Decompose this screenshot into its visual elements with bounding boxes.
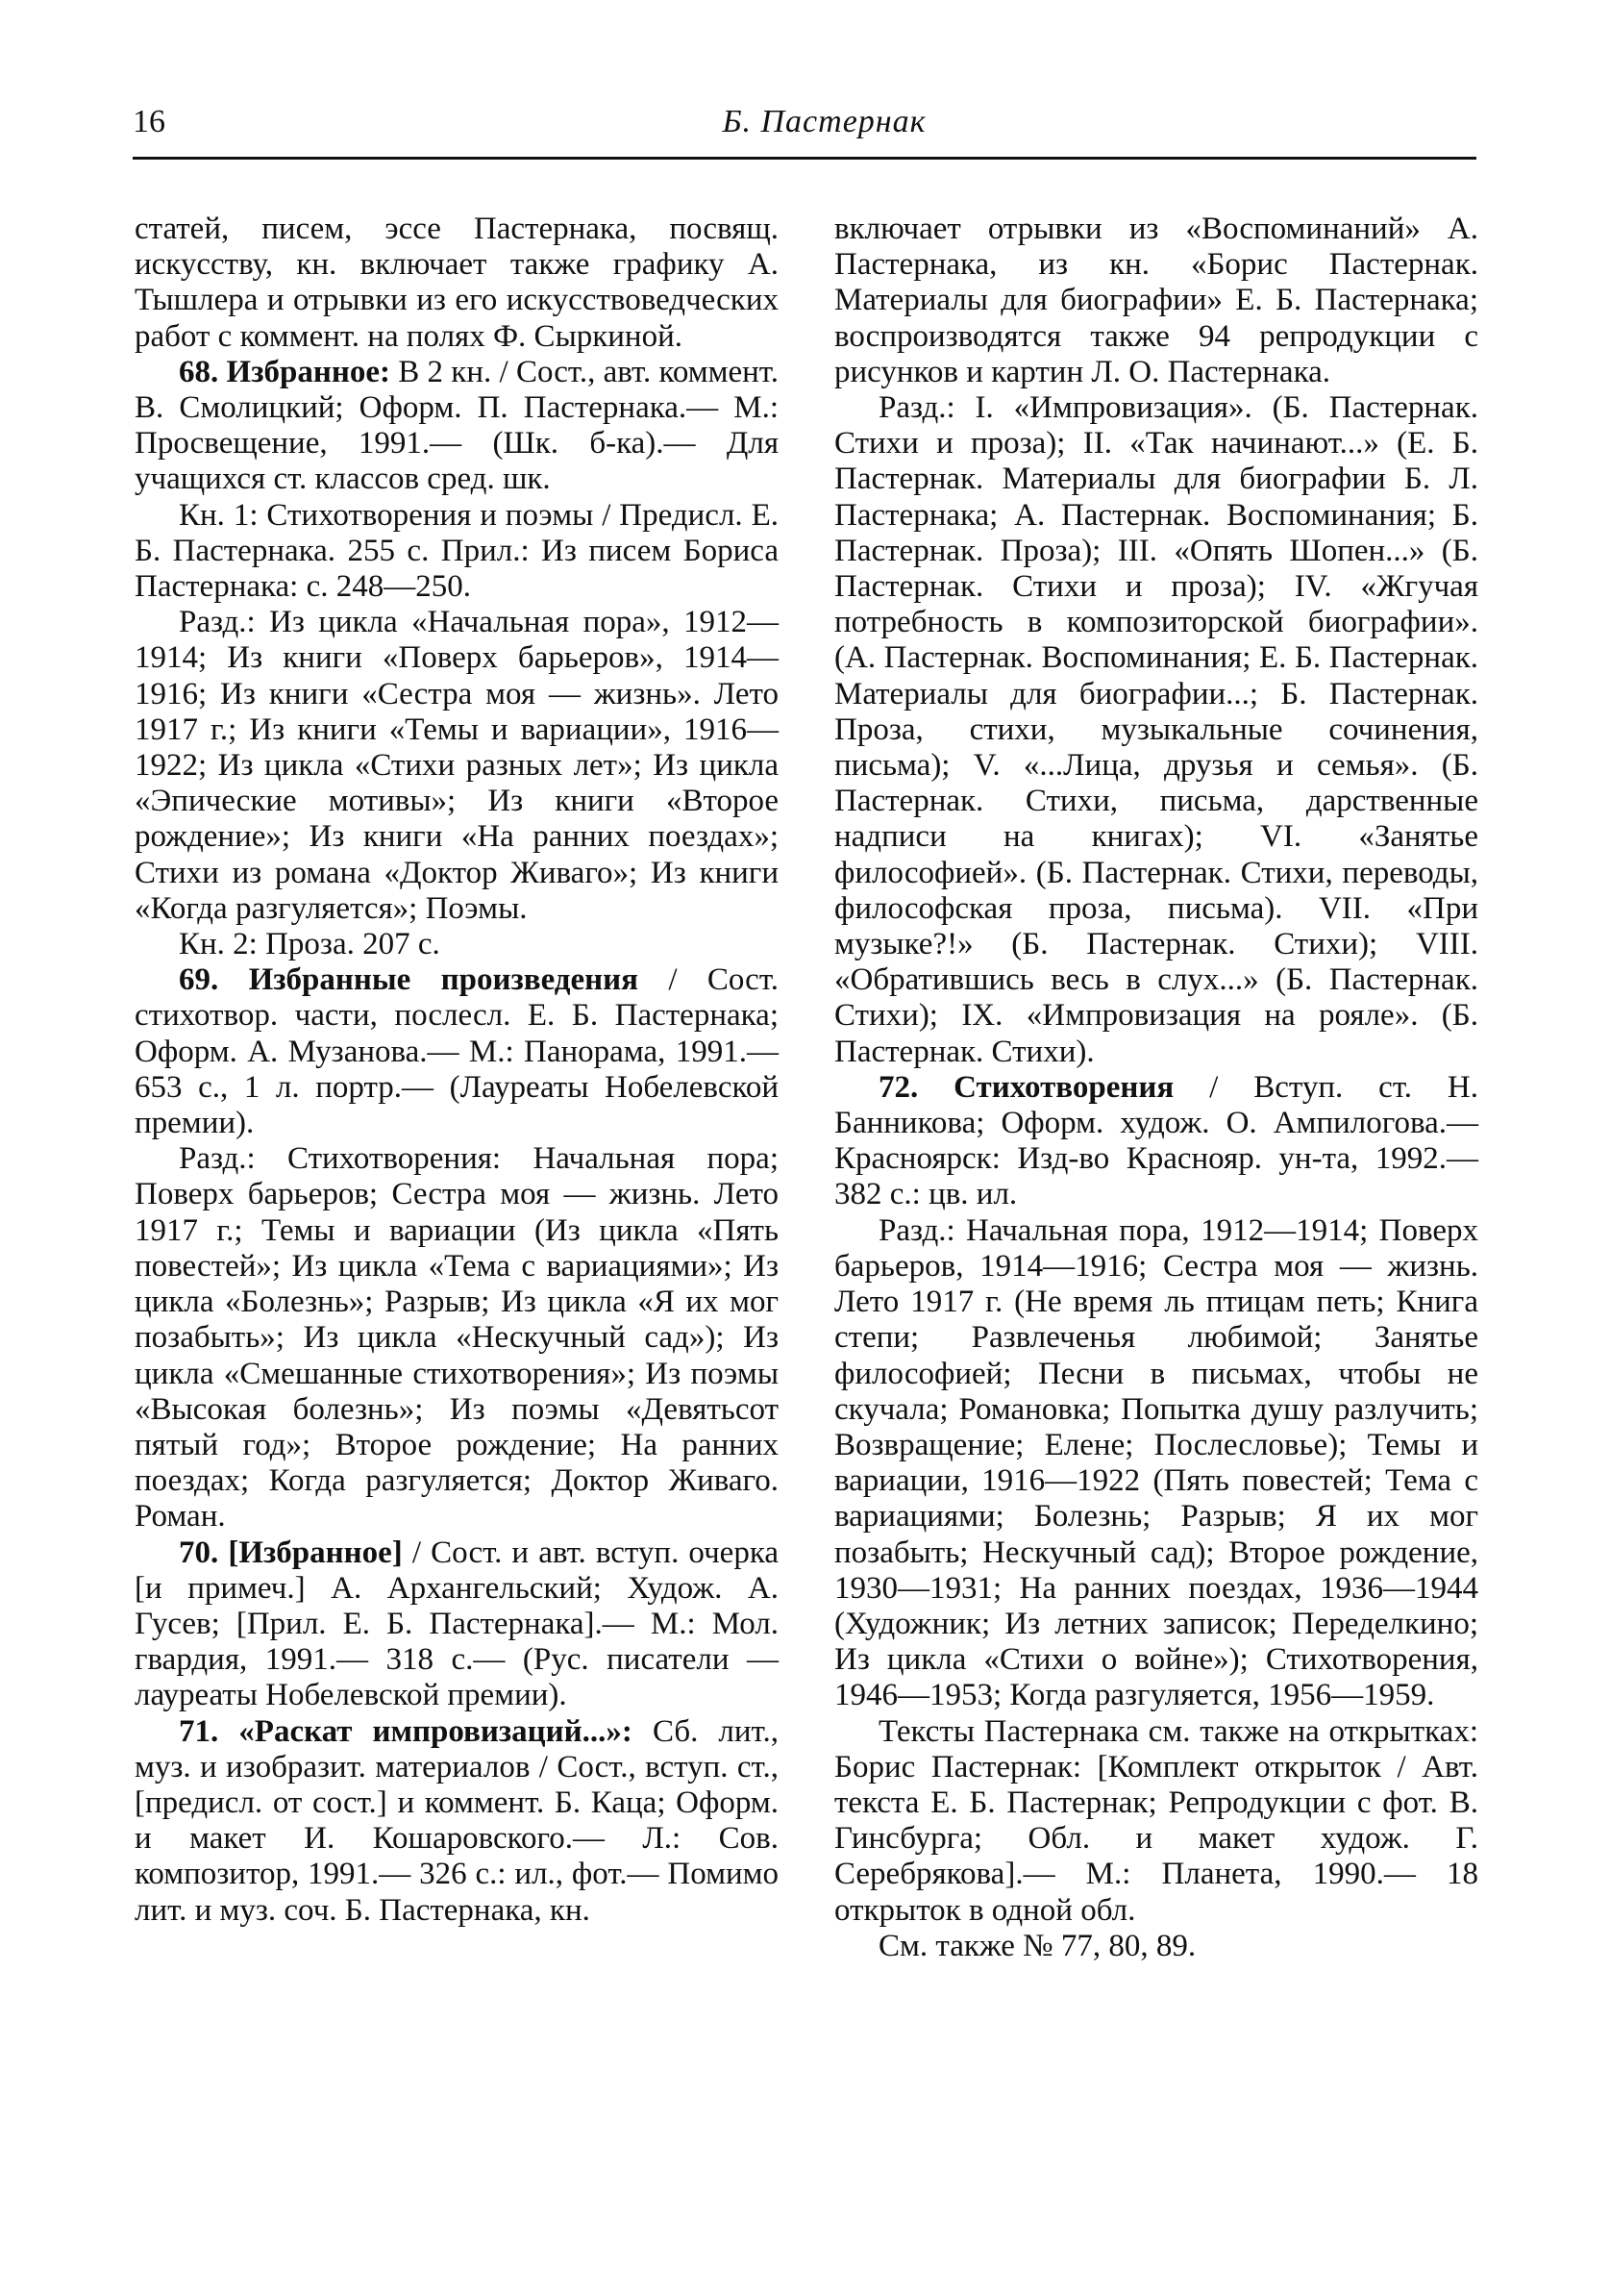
entry-title: Стихотворения (954, 1069, 1175, 1105)
entry-text: / Сост. и авт. вступ. очерка [и примеч.] А. Архангельский; Худож. А. Гусев; [Прил. Е. Б. Пастернака].— М.: Мол. гвардия, 1991.— 318 с.— (Рус. писатели — лауреаты Нобелевской премии). (135, 1535, 779, 1713)
paragraph: Разд.: Начальная пора, 1912—1914; Поверх барьеров, 1914—1916; Сестра моя — жизнь. Лето 1917 г. (Не время ль птицам петь; Книга степи; Развлеченья любимой; Занятье философией; Песни в письмах, чтобы не скучала; Романовка; Попытка душу разлучить; Возвращение; Елене; Послесловье); Темы и вариации, 1916—1922 (Пять повестей; Тема с вариациями; Болезнь; Разрыв; Я их мог позабыть; Нескучный сад); Второе рождение, 1930—1931; На ранних поездах, 1936—1944 (Художник; Из летних записок; Переделкино; Из цикла «Стихи о войне»); Стихотворения, 1946—1953; Когда разгуляется, 1956—1959. (834, 1212, 1478, 1713)
paragraph: Разд.: Стихотворения: Начальная пора; Поверх барьеров; Сестра моя — жизнь. Лето 1917 г.; Темы и вариации (Из цикла «Пять повестей»; Из цикла «Тема с вариациями»; Из цикла «Болезнь»; Разрыв; Из цикла «Я их мог позабыть»; Из цикла «Нескучный сад»); Из цикла «Смешанные стихотворения»; Из поэмы «Высокая болезнь»; Из поэмы «Девятьсот пятый год»; Второе рождение; На ранних поездах; Когда разгуляется; Доктор Живаго. Роман. (135, 1141, 779, 1535)
entry-71 (135, 1714, 779, 1929)
entry-70 (135, 1535, 779, 1714)
entry-title: «Раскат импровизаций...»: (238, 1713, 632, 1749)
paragraph-continued: включает отрывки из «Воспоминаний» А. Пастернака, из кн. «Борис Пастернак. Материалы для биографии» Е. Б. Пастернака; воспроизводятся также 94 репродукции с рисунков и картин Л. О. Пастернака. (834, 212, 1478, 389)
left-column (135, 212, 779, 1929)
entry-title: Избранные произведения (248, 962, 639, 998)
paragraph: Кн. 1: Стихотворения и поэмы / Предисл. Е. Б. Пастернака. 255 с. Прил.: Из писем Бориса Пастернака: с. 248—250. (135, 497, 779, 605)
paragraph: Разд.: Из цикла «Начальная пора», 1912—1914; Из книги «Поверх барьеров», 1914—1916; Из книги «Сестра моя — жизнь». Лето 1917 г.; Из книги «Темы и вариации», 1916—1922; Из цикла «Стихи разных лет»; Из цикла «Эпические мотивы»; Из книги «Второе рождение»; Из книги «На ранних поездах»; Стихи из романа «Доктор Живаго»; Из книги «Когда разгуляется»; Поэмы. (135, 605, 779, 926)
entry-text: В 2 кн. / Сост., авт. коммент. В. Смолицкий; Оформ. П. Пастернака.— М.: Просвещение, 1991.— (Шк. б-ка).— Для учащихся ст. классов сред. шк. (135, 354, 780, 497)
paragraph: Тексты Пастернака см. также на открытках: Борис Пастернак: [Комплект открыток / Авт. текста Е. Б. Пастернак; Репродукции с фот. В. Гинсбурга; Обл. и макет худож. Г. Серебрякова].— М.: Планета, 1990.— 18 открыток в одной обл. (834, 1713, 1478, 1928)
entry-72 (834, 1070, 1478, 1213)
entry-text: Сб. лит., муз. и изобразит. материалов / Сост., вступ. ст., [предисл. от сост.] и коммент. Б. Каца; Оформ. и макет И. Кошаровского.— Л.: Сов. композитор, 1991.— 326 с.: ил., фот.— Помимо лит. и муз. соч. Б. Пастернака, кн. (135, 1713, 779, 1928)
paragraph: Разд.: I. «Импровизация». (Б. Пастернак. Стихи и проза); II. «Так начинают...» (Е. Б. Пастернак. Материалы для биографии Б. Л. Пастернака; А. Пастернак. Воспоминания; Б. Пастернак. Проза); III. «Опять Шопен...» (Б. Пастернак. Стихи и проза); IV. «Жгучая потребность в композиторской биографии». (А. Пастернак. Воспоминания; Е. Б. Пастернак. Материалы для биографии...; Б. Пастернак. Проза, стихи, музыкальные сочинения, письма); V. «...Лица, друзья и семья». (Б. Пастернак. Стихи, письма, дарственные надписи на книгах); VI. «Занятье философией». (Б. Пастернак. Стихи, переводы, философская проза, письма). VII. «При музыке?!» (Б. Пастернак. Стихи); VIII. «Обратившись весь в слух...» (Б. Пастернак. Стихи); IX. «Импровизация на рояле». (Б. Пастернак. Стихи). (834, 390, 1478, 1069)
entry-68 (135, 355, 779, 498)
entry-text: / Вступ. ст. Н. Банникова; Оформ. худож. О. Ампилогова.— Красноярск: Изд-во Краснояр. ун-та, 1992.— 382 с.: цв. ил. (834, 1069, 1478, 1212)
paragraph: См. также № 77, 80, 89. (879, 1928, 1197, 1963)
paragraph-continued: статей, писем, эссе Пастернака, посвящ. искусству, кн. включает также графику А. Тышлера и отрывки из его искусствоведческих работ с коммент. на полях Ф. Сыркиной. (135, 212, 779, 354)
page-number: 16 (133, 104, 165, 139)
entry-number: 69. (179, 962, 219, 998)
entry-title: [Избранное] (228, 1535, 403, 1570)
entry-69 (135, 962, 779, 1141)
entry-number: 71. (179, 1713, 219, 1749)
running-title: Б. Пастернак (722, 104, 927, 139)
entry-number: 68. (179, 354, 219, 389)
entry-number: 72. (879, 1069, 919, 1105)
entry-text: / Сост. стихотвор. части, послесл. Е. Б. Пастернака; Оформ. А. Музанова.— М.: Панорама, 1991.— 653 с., 1 л. портр.— (Лауреаты Нобелевской премии). (135, 962, 780, 1141)
entry-title: Избранное: (226, 354, 390, 389)
header-rule (133, 157, 1476, 160)
right-column (834, 212, 1478, 1964)
entry-number: 70. (179, 1535, 219, 1570)
paragraph: Кн. 2: Проза. 207 с. (179, 927, 440, 962)
